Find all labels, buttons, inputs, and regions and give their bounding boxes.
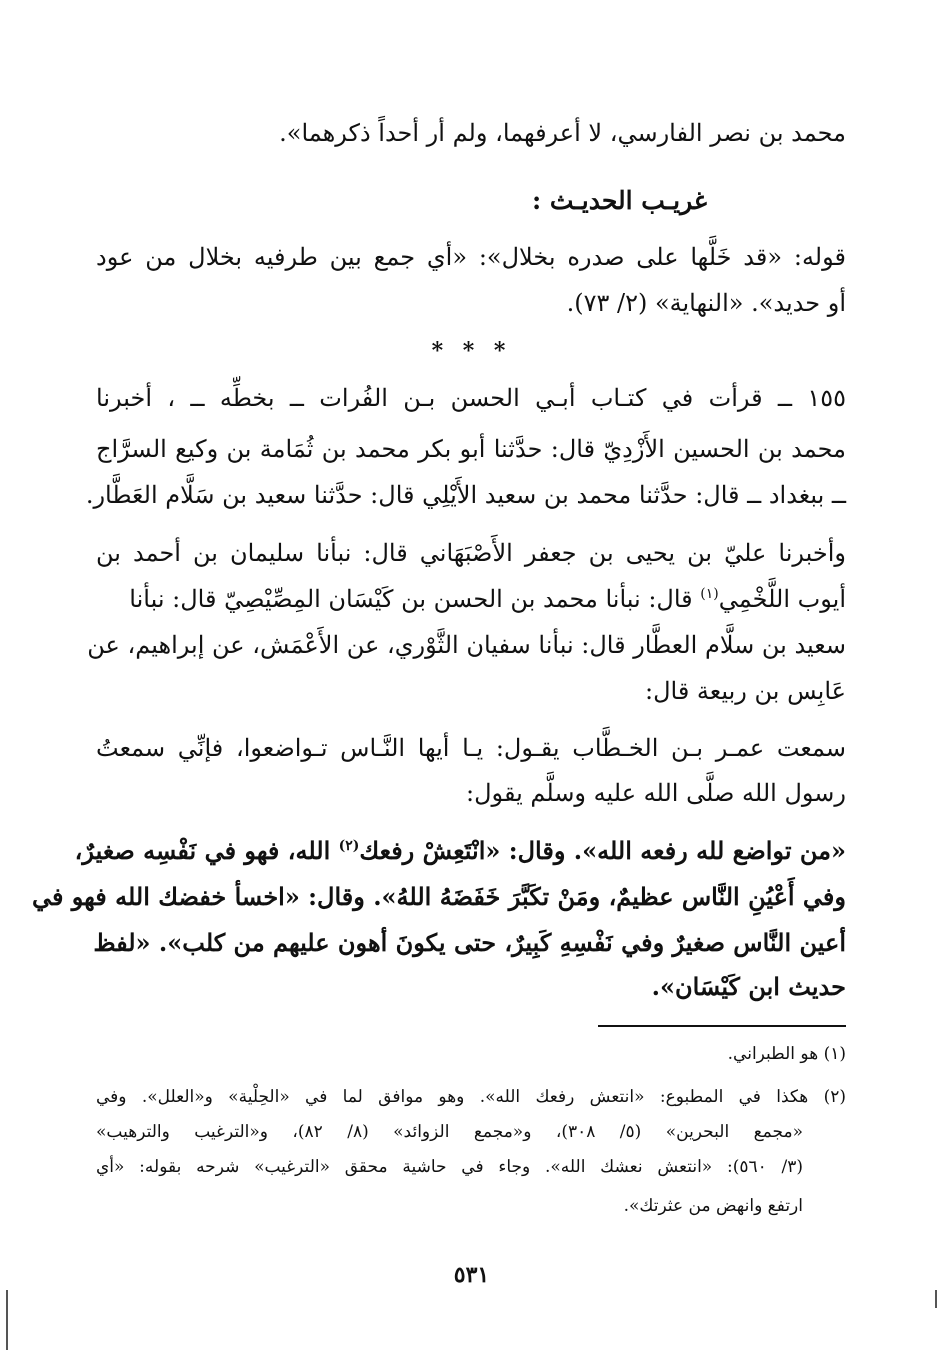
footnote-marker: (٢) bbox=[338, 838, 360, 854]
text-line-with-footnote bbox=[96, 582, 846, 616]
footnote-1: (١) هو الطبراني. bbox=[727, 1044, 846, 1064]
text-line: سعيد بن سلَّام العطَّار قال: نبأنا سفيان الثَّوْري، عن الأَعْمَش، عن إبراهيم، عن bbox=[87, 631, 846, 659]
hadith-text-line: وفي أَعْيُنِ النَّاس عظيمٌ، ومَنْ تكَبَّرَ خَفَضَهُ اللهُ». وقال: «اخسأ خفضك الله فهو في bbox=[31, 882, 846, 911]
footnote-2-line: ارتفع وانهض من عثرتك». bbox=[623, 1196, 803, 1216]
hadith-text-with-footnote bbox=[74, 834, 846, 868]
text-line: ــ ببغداد ــ قال: حدَّثنا محمد بن سعيد الأَيْلِي قال: حدَّثنا سعيد بن سَلَّام العَطَّار. bbox=[85, 481, 846, 509]
text-line: محمد بن الحسين الأَزْدِيّ قال: حدَّثنا أبو بكر محمد بن ثُمَامة بن وكيع السرَّاج bbox=[96, 435, 846, 463]
text-line: رسول الله صلَّى الله عليه وسلَّم يقول: bbox=[466, 779, 846, 807]
footnote-separator bbox=[598, 1025, 846, 1027]
hadith-text-line: أعين النَّاس صغيرٌ وفي نَفْسِهِ كَبِيرٌ، حتى يكونَ أهون عليهم من كلب». «لفظ bbox=[93, 928, 846, 957]
text-line: عَابِس بن ربيعة قال: bbox=[644, 677, 846, 705]
text-fragment: الله، فهو في نَفْسِه صغيرٌ، bbox=[74, 836, 339, 865]
text-fragment: قال: نبأنا محمد بن الحسن بن كَيْسَان المِصِّيْصِيّ قال: نبأنا bbox=[129, 585, 701, 613]
scan-edge-mark bbox=[6, 1290, 8, 1350]
footnote-2-line: «مجمع البحرين» (٥/ ٣٠٨)، و«مجمع الزوائد» (٨/ ٨٢)، و«الترغيب والترهيب» bbox=[96, 1122, 803, 1142]
section-separator: * * * bbox=[431, 338, 512, 364]
text-line: وأخبرنا عليّ بن يحيى بن جعفر الأَصْبَهَاني قال: نبأنا سليمان بن أحمد بن bbox=[96, 539, 846, 567]
scan-edge-mark bbox=[935, 1290, 937, 1308]
footnote-marker: (١) bbox=[700, 586, 719, 602]
page-number: ٥٣١ bbox=[453, 1262, 490, 1288]
hadith-number-line: ١٥٥ ــ قرأت في كتـاب أبـي الحسن بـن الفُرات ــ بخطِّه ــ ، أخبرنا bbox=[96, 384, 846, 412]
hadith-text-line: حديث ابن كَيْسَان». bbox=[651, 972, 846, 1001]
text-line: محمد بن نصر الفارسي، لا أعرفهما، ولم أر أحداً ذكرهما». bbox=[279, 119, 846, 147]
text-fragment: «من تواضع لله رفعه الله». وقال: «انْتَعِشْ رفعك bbox=[359, 836, 846, 865]
text-fragment: أيوب اللَّخْمِي bbox=[718, 585, 846, 613]
text-line: أو حديد». «النهاية» (٢/ ٧٣). bbox=[566, 289, 846, 317]
text-line: سمعت عمـر بـن الخـطَّاب يقـول: يـا أيها النَّـاس تـواضعوا، فإنِّي سمعتُ bbox=[96, 734, 846, 762]
footnote-2-line: (٣/ ٥٦٠): «انتعش نعشك الله». وجاء في حاشية محقق «الترغيب» شرحه بقوله: «أي bbox=[96, 1157, 803, 1177]
footnote-2: (٢) هكذا في المطبوع: «انتعش رفعك الله». وهو موافق لما في «الحِلْية» و«العلل». وفي bbox=[96, 1087, 846, 1107]
section-heading: غريـب الحديـث : bbox=[532, 186, 707, 215]
text-line: قوله: «قد خَلَّها على صدره بخلال»: «أي جمع بين طرفيه بخلال من عود bbox=[96, 243, 846, 271]
